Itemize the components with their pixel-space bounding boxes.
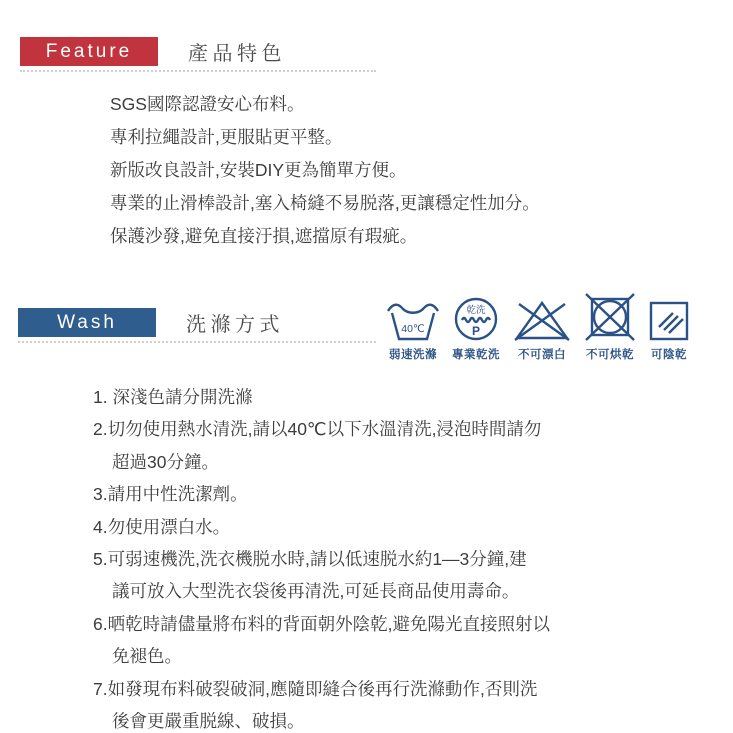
wash-instruction: 5.可弱速機洗,洗衣機脱水時,請以低速脱水約1—3分鐘,建 議可放入大型洗衣袋後再清洗,可延長商品使用壽命。 <box>93 549 527 602</box>
wash-section-header <box>18 308 376 343</box>
care-symbol-dry-clean <box>452 297 500 362</box>
shade-dry-icon <box>649 301 689 341</box>
wash-instruction: 6.晒乾時請儘量將布料的背面朝外陰乾,避免陽光直接照射以 免褪色。 <box>93 613 550 667</box>
wash-temp-text: 40℃ <box>401 323 425 335</box>
care-symbol-wash-40 <box>387 301 439 362</box>
feature-badge: Feature <box>20 37 158 66</box>
care-symbols-row <box>387 293 689 362</box>
wash-instruction: 2.切勿使用熱水清洗,請以40℃以下水溫清洗,浸泡時間請勿 超過30分鐘。 <box>93 419 542 472</box>
wash-instruction: 1. 深淺色請分開洗滌 <box>93 387 253 407</box>
dry-clean-top-text: 乾洗 <box>466 305 486 316</box>
care-symbol-shade-dry <box>649 301 689 362</box>
wash-instruction: 7.如發現布料破裂破洞,應隨即縫合後再行洗滌動作,否則洗 後會更嚴重脱線、破損。 <box>93 678 538 732</box>
feature-item: SGS國際認證安心布料。 <box>110 94 305 114</box>
care-label: 可陰乾 <box>651 349 687 361</box>
no-tumble-dry-icon <box>584 293 636 341</box>
feature-item: 專利拉繩設計,更服貼更平整。 <box>110 127 343 147</box>
feature-section-header <box>20 37 376 72</box>
wash-40-icon <box>387 301 439 341</box>
feature-item: 保護沙發,避免直接汙損,遮擋原有瑕疵。 <box>110 226 418 246</box>
wash-instruction: 4.勿使用漂白水。 <box>93 516 231 537</box>
wash-instruction-list <box>93 381 683 733</box>
feature-section-title: 產品特色 <box>188 43 286 65</box>
care-label: 不可烘乾 <box>586 349 634 361</box>
wash-instruction: 3.請用中性洗潔劑。 <box>93 484 248 505</box>
feature-item: 新版改良設計,安裝DIY更為簡單方便。 <box>110 160 407 180</box>
dry-clean-letter: P <box>471 324 481 338</box>
care-symbol-no-bleach <box>513 299 571 362</box>
no-bleach-icon <box>513 299 571 341</box>
care-label: 弱速洗滌 <box>389 349 437 361</box>
dry-clean-p-icon <box>454 297 498 341</box>
wash-section-title: 洗滌方式 <box>186 314 284 336</box>
feature-item: 專業的止滑棒設計,塞入椅縫不易脱落,更讓穩定性加分。 <box>110 193 540 213</box>
care-symbol-no-tumble-dry <box>584 293 636 362</box>
care-label: 專業乾洗 <box>452 349 500 361</box>
feature-list <box>110 88 710 253</box>
care-label: 不可漂白 <box>518 349 566 361</box>
wash-badge: Wash <box>18 308 156 337</box>
